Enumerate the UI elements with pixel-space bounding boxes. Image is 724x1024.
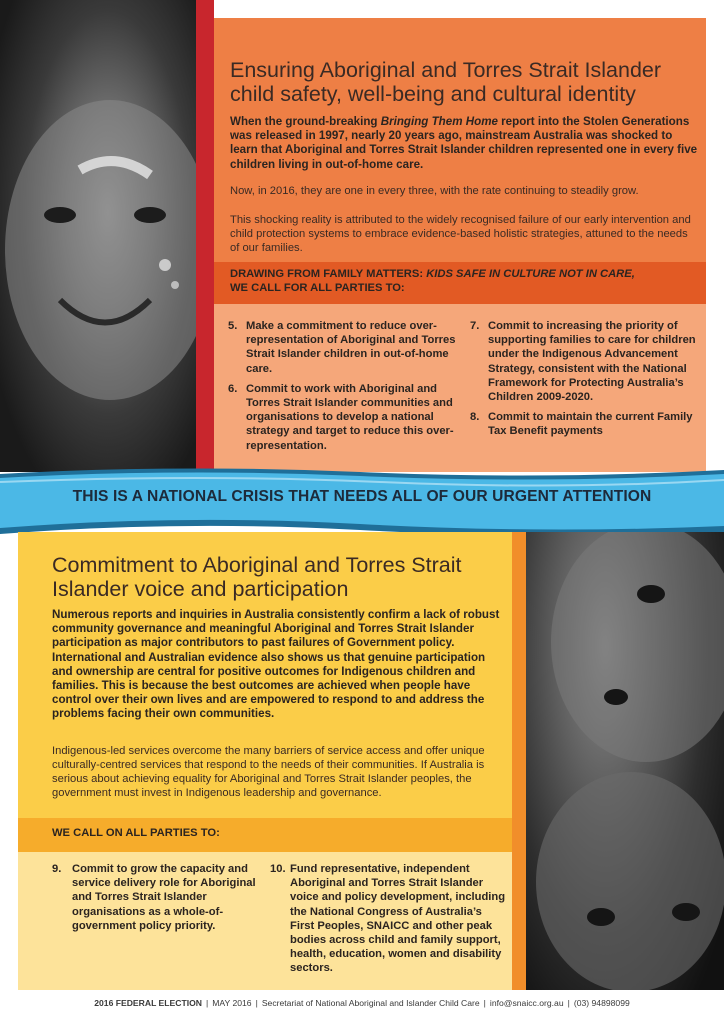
mother-child-photo-bottom — [526, 532, 724, 990]
lead-text-continued: report into the Stolen Generations was released in 1997, nearly 20 years ago, mainstream Australia was shocked to learn that Aboriginal and Torres Strait Islander children represented one in every five children living in out-of-home care. — [230, 115, 698, 171]
paragraph-indigenous-led: Indigenous-led services overcome the many barriers of service access and offer unique culturally-centred services that respond to the needs of their communities. If Australia is serious about achieving equality for Aboriginal and Torres Strait Islander peoples, the government must invest in Indigenous leadership and governance. — [52, 745, 485, 799]
commitments-column-right-bottom — [270, 862, 506, 976]
footer: 2016 FEDERAL ELECTION | MAY 2016 | Secretariat of National Aboriginal and Islander Child Care | info@snaicc.org.au | (03) 94898099 — [94, 998, 630, 1008]
list-item — [470, 410, 700, 438]
footer-organisation: Secretariat of National Aboriginal and Islander Child Care — [261, 998, 480, 1008]
footer-date: MAY 2016 — [212, 998, 252, 1008]
commitments-column-left-bottom — [52, 862, 264, 933]
item-number: 8. — [470, 411, 480, 424]
list-item — [52, 862, 264, 933]
paragraph-failure: This shocking reality is attributed to the widely recognised failure of our early intervention and child protection systems to embrace evidence-based holistic strategies, attuned to the needs of our families. — [230, 214, 691, 254]
photo-placeholder-top — [0, 0, 196, 472]
red-accent-strip — [196, 0, 214, 472]
commitments-column-left — [228, 319, 464, 453]
list-item — [228, 382, 464, 453]
item-text: Commit to work with Aboriginal and Torres Strait Islander communities and organisations to develop a national strategy and target to reduce this over-representation. — [246, 382, 454, 452]
footer-election: 2016 FEDERAL ELECTION — [94, 998, 203, 1008]
item-number: 9. — [52, 863, 62, 875]
orange-accent-strip — [512, 532, 526, 990]
footer-phone: (03) 94898099 — [573, 998, 630, 1008]
item-number: 6. — [228, 382, 238, 395]
crisis-banner-text: THIS IS A NATIONAL CRISIS THAT NEEDS ALL OF OUR URGENT ATTENTION — [72, 488, 652, 505]
call-heading-part: DRAWING FROM FAMILY MATTERS: — [230, 268, 427, 280]
call-heading-bottom: WE CALL ON ALL PARTIES TO: — [52, 827, 220, 839]
lead-paragraph-bottom: Numerous reports and inquiries in Australia consistently confirm a lack of robust community governance and meaningful Aboriginal and Torres Strait Islander participation as major contributors to past failures of Government policy. International and Australian evidence also shows us that genuine participation and ownership are central for positive outcomes for Indigenous children and families. This is because the best outcomes are achieved when people have control over their own lives and are empowered to respond to and address the problems facing their own communities. — [52, 608, 500, 721]
lead-text: When the ground-breaking — [230, 115, 381, 128]
list-item — [228, 319, 464, 376]
lead-paragraph-top — [230, 115, 700, 172]
child-face-photo-top — [0, 0, 196, 472]
report-title: Bringing Them Home — [380, 115, 498, 128]
item-text: Make a commitment to reduce over-representation of Aboriginal and Torres Strait Islander children in out-of-home care. — [246, 320, 456, 375]
campaign-name: KIDS SAFE IN CULTURE NOT IN CARE, — [426, 268, 635, 280]
item-text: Fund representative, independent Aboriginal and Torres Strait Islander voice and policy development, including the National Congress of Australia’s First Peoples, SNAICC and other peak bodies across child and family support, health, education, women and disability sectors. — [290, 863, 506, 975]
item-text: Commit to maintain the current Family Tax Benefit payments — [488, 411, 693, 438]
item-text: Commit to grow the capacity and service delivery role for Aboriginal and Torres Strait Islander organisations as a whole-of-government policy priority. — [72, 863, 256, 932]
item-number: 10. — [270, 863, 286, 875]
section-title-voice: Commitment to Aboriginal and Torres Strait Islander voice and participation — [52, 553, 462, 601]
list-item — [470, 319, 700, 404]
section-title-child-safety: Ensuring Aboriginal and Torres Strait Islander child safety, well-being and cultural identity — [230, 58, 662, 106]
photo-placeholder-bottom — [526, 532, 724, 990]
item-number: 5. — [228, 320, 238, 332]
item-text: Commit to increasing the priority of supporting families to care for children under the Indigenous Advancement Strategy, consistent with the National Framework for Protecting Australia’s Children 2009-2020. — [488, 320, 696, 404]
paragraph-rate: Now, in 2016, they are one in every three, with the rate continuing to steadily grow. — [230, 185, 639, 197]
call-heading-top — [230, 267, 700, 295]
footer-email[interactable]: info@snaicc.org.au — [489, 998, 564, 1008]
item-number: 7. — [470, 320, 480, 332]
call-heading-part: WE CALL FOR ALL PARTIES TO: — [230, 282, 405, 294]
commitments-column-right — [470, 319, 700, 439]
list-item — [270, 862, 506, 976]
